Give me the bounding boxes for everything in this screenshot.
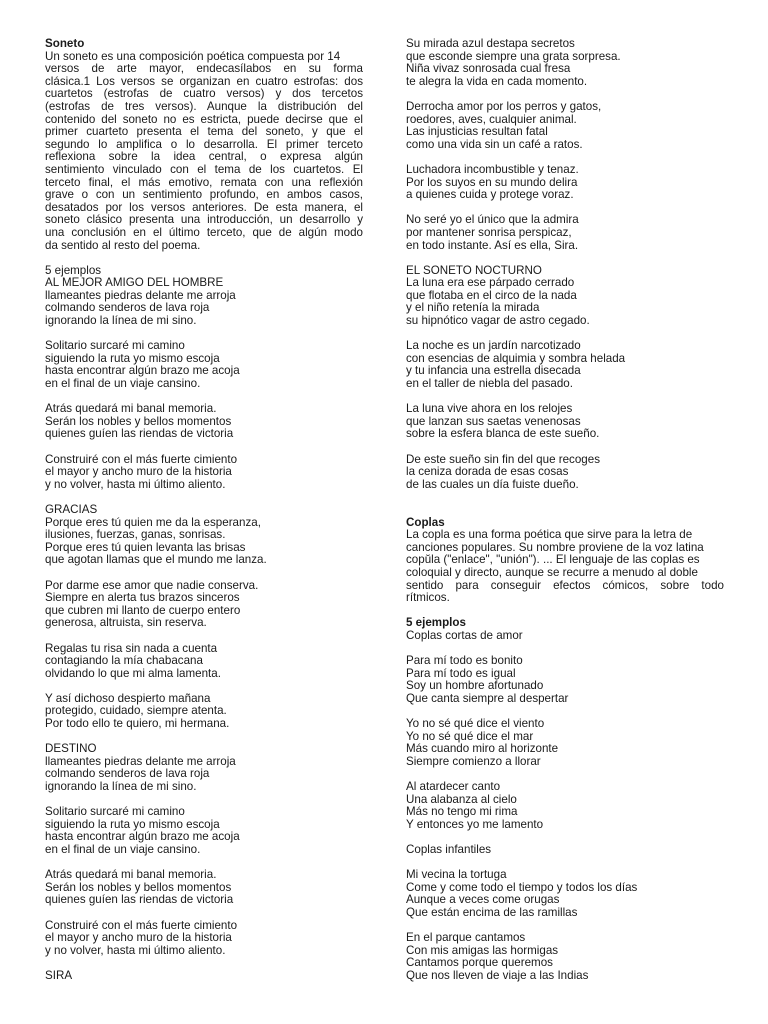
text-line: hasta encontrar algún brazo me acoja — [45, 364, 240, 378]
text-line: el mayor y ancho muro de la historia — [45, 465, 232, 479]
text-line: versos de arte mayor, endecasílabos en su forma — [45, 62, 363, 76]
text-line: 5 ejemplos — [45, 263, 102, 277]
blank-line — [406, 504, 724, 517]
text-line: quienes guíen las riendas de victoria — [45, 427, 234, 441]
text-line: Al atardecer canto — [406, 780, 501, 794]
text-line: Atrás quedará mi banal memoria. — [45, 868, 217, 882]
text-line: Luchadora incombustible y tenaz. — [406, 162, 579, 176]
text-line: Porque eres tú quien levanta las brisas — [45, 540, 246, 554]
blank-line — [406, 491, 724, 504]
text-line: generosa, altruista, sin reserva. — [45, 616, 207, 630]
text-line: Niña vivaz sonrosada cual fresa — [406, 62, 571, 76]
blank-line — [45, 567, 363, 580]
text-line: segundo lo amplifica o lo desarrolla. El primer terceto — [45, 137, 363, 151]
text-line: con esencias de alquimia y sombra helada — [406, 351, 626, 365]
text-line: rítmicos. — [406, 591, 450, 605]
text-line: contenido del soneto no es estricta, puede decirse que el — [45, 112, 363, 126]
text-line: copŭla ("enlace", "unión"). ... El lenguaje de las coplas es — [406, 553, 700, 567]
text-line: protegido, cuidado, siempre atenta. — [45, 704, 227, 718]
text-line: ignorando la línea de mi sino. — [45, 314, 197, 328]
blank-line — [45, 957, 363, 970]
text-line: Para mí todo es igual — [406, 666, 516, 680]
text-line: Por darme ese amor que nadie conserva. — [45, 578, 259, 592]
text-line: La copla es una forma poética que sirve para la letra de — [406, 528, 693, 542]
text-line: (estrofas de tres versos). Aunque la distribución del — [45, 99, 363, 113]
right-column — [406, 38, 724, 983]
text-line: y no volver, hasta mi último aliento. — [45, 943, 226, 957]
text-line: Solitario surcaré mi camino — [45, 339, 185, 353]
text-line: que agotan llamas que el mundo me lanza. — [45, 553, 267, 567]
text-line: por mantener sonrisa perspicaz, — [406, 225, 572, 239]
text-line: Que canta siempre al despertar — [406, 691, 569, 705]
text-line: ignorando la línea de mi sino. — [45, 780, 197, 794]
text-line: reflexiona sobre la idea central, o expresa algún — [45, 150, 363, 164]
text-line: Una alabanza al cielo — [406, 792, 517, 806]
text-line: Cantamos porque queremos — [406, 956, 553, 970]
text-line: siguiendo la ruta yo mismo escoja — [45, 351, 220, 365]
text-line: No seré yo el único que la admira — [406, 213, 579, 227]
text-line: Con mis amigas las hormigas — [406, 943, 559, 957]
text-line: que esconde siempre una grata sorpresa. — [406, 49, 621, 63]
text-line: coloquial y directo, aunque se recurre a menudo al doble — [406, 565, 698, 579]
text-line: en el final de un viaje cansino. — [45, 377, 201, 391]
blank-line — [45, 630, 363, 643]
text-line: olvidando lo que mi alma lamenta. — [45, 666, 221, 680]
text-line: en el taller de niebla del pasado. — [406, 377, 573, 391]
text-line: Por los suyos en su mundo delira — [406, 175, 578, 189]
text-line: Que están encima de las ramillas — [406, 905, 578, 919]
text-line: en todo instante. Así es ella, Sira. — [406, 238, 579, 252]
text-line: la ceniza dorada de esas cosas — [406, 465, 569, 479]
text-line: una conclusión en el último terceto, que de algún modo — [45, 225, 363, 239]
text-line: DESTINO — [45, 742, 97, 756]
text-line: te alegra la vida en cada momento. — [406, 74, 588, 88]
section-heading: Coplas — [406, 515, 445, 529]
blank-line — [406, 441, 724, 454]
text-line: EL SONETO NOCTURNO — [406, 263, 542, 277]
text-line: Coplas cortas de amor — [406, 628, 523, 642]
text-line: llameantes piedras delante me arroja — [45, 754, 236, 768]
text-line: que lanzan sus saetas venenosas — [406, 414, 581, 428]
text-line: Yo no sé qué dice el mar — [406, 729, 534, 743]
text-line: AL MEJOR AMIGO DEL HOMBRE — [45, 276, 224, 290]
text-line: GRACIAS — [45, 502, 98, 516]
text-line: clásica.1 Los versos se organizan en cuatro estrofas: dos — [45, 74, 363, 88]
text-line: Coplas infantiles — [406, 843, 492, 856]
text-line: De este sueño sin fin del que recoges — [406, 452, 600, 466]
text-line: Las injusticias resultan fatal — [406, 125, 548, 139]
left-column — [45, 38, 363, 983]
text-line: colmando senderos de lava roja — [45, 767, 210, 781]
text-line: SIRA — [45, 968, 73, 982]
section-heading: 5 ejemplos — [406, 616, 466, 630]
text-line: Su mirada azul destapa secretos — [406, 37, 575, 50]
text-line: el mayor y ancho muro de la historia — [45, 931, 232, 945]
text-line: Porque eres tú quien me da la esperanza, — [45, 515, 261, 529]
text-line: Construiré con el más fuerte cimiento — [45, 452, 238, 466]
text-line: Y entonces yo me lamento — [406, 817, 544, 831]
text-line: Que nos lleven de viaje a las Indias — [406, 968, 589, 982]
text-line: ilusiones, fuerzas, ganas, sonrisas. — [45, 528, 226, 542]
text-line: Atrás quedará mi banal memoria. — [45, 402, 217, 416]
blank-line — [45, 680, 363, 693]
text-line: Construiré con el más fuerte cimiento — [45, 918, 238, 932]
text-line: hasta encontrar algún brazo me acoja — [45, 830, 240, 844]
text-line: Para mí todo es bonito — [406, 654, 523, 668]
text-line: sentido para conseguir efectos cómicos, sobre todo — [406, 578, 724, 592]
text-line: Serán los nobles y bellos momentos — [45, 880, 232, 894]
text-line: da sentido al resto del poema. — [45, 238, 201, 252]
text-line: quienes guíen las riendas de victoria — [45, 893, 234, 907]
text-line: y el niño retenía la mirada — [406, 301, 540, 315]
text-line: Soy un hombre afortunado — [406, 679, 544, 693]
blank-line — [45, 907, 363, 920]
text-line: Solitario surcaré mi camino — [45, 805, 185, 819]
text-line: La noche es un jardín narcotizado — [406, 339, 581, 353]
text-line: La luna vive ahora en los relojes — [406, 402, 573, 416]
text-line: Derrocha amor por los perros y gatos, — [406, 99, 602, 113]
text-line: colmando senderos de lava roja — [45, 301, 210, 315]
text-line: canciones populares. Su nombre proviene de la voz latina — [406, 540, 704, 554]
text-line: Regalas tu risa sin nada a cuenta — [45, 641, 218, 655]
text-line: Un soneto es una composición poética compuesta por 14 — [45, 49, 341, 63]
text-line: Y así dichoso despierto mañana — [45, 691, 211, 705]
text-line: Más no tengo mi rima — [406, 805, 518, 819]
text-line: roedores, aves, cualquier animal. — [406, 112, 577, 126]
text-line: su hipnótico vagar de astro cegado. — [406, 314, 590, 328]
text-line: Más cuando miro al horizonte — [406, 742, 559, 756]
text-line: soneto clásico presenta una introducción, un desarrollo y — [45, 213, 363, 227]
text-line: Por todo ello te quiero, mi hermana. — [45, 717, 230, 731]
text-line: sentimiento vinculado con el tema de los cuartetos. El — [45, 162, 363, 176]
text-line: En el parque cantamos — [406, 931, 526, 945]
text-line: siguiendo la ruta yo mismo escoja — [45, 817, 220, 831]
blank-line — [45, 441, 363, 454]
text-line: grave o con un sentimiento profundo, en ambos casos, — [45, 188, 363, 202]
text-line: primer cuarteto presenta el tema del soneto, y que el — [45, 125, 363, 139]
blank-line — [45, 252, 363, 265]
blank-line — [406, 252, 724, 265]
text-line: Mi vecina la tortuga — [406, 868, 507, 882]
text-line: Siempre en alerta tus brazos sinceros — [45, 591, 240, 605]
text-line: y no volver, hasta mi último aliento. — [45, 477, 226, 491]
text-line: sobre la esfera blanca de este sueño. — [406, 427, 600, 441]
text-line: Come y come todo el tiempo y todos los días — [406, 880, 638, 894]
text-line: que flotaba en el circo de la nada — [406, 288, 577, 302]
text-line: Serán los nobles y bellos momentos — [45, 414, 232, 428]
text-line: terceto final, el más emotivo, remata con una reflexión — [45, 175, 363, 189]
text-line: y tu infancia una estrella disecada — [406, 364, 581, 378]
section-heading: Soneto — [45, 37, 85, 50]
text-line: desatados por los versos anteriores. De esta manera, el — [45, 200, 363, 214]
text-line: contagiando la mía chabacana — [45, 654, 203, 668]
text-line: Aunque a veces come orugas — [406, 893, 560, 907]
text-line: llameantes piedras delante me arroja — [45, 288, 236, 302]
text-line: Siempre comienzo a llorar — [406, 754, 541, 768]
text-line: en el final de un viaje cansino. — [45, 843, 201, 856]
text-line: de las cuales un día fuiste dueño. — [406, 477, 579, 491]
text-line: cuartetos (estrofas de cuatro versos) y dos tercetos — [45, 87, 363, 101]
text-line: que cubren mi llanto de cuerpo entero — [45, 603, 241, 617]
text-line: a quienes cuida y protege voraz. — [406, 188, 574, 202]
text-line: como una vida sin un café a ratos. — [406, 137, 583, 151]
text-line: Yo no sé qué dice el viento — [406, 717, 545, 731]
text-line: La luna era ese párpado cerrado — [406, 276, 575, 290]
